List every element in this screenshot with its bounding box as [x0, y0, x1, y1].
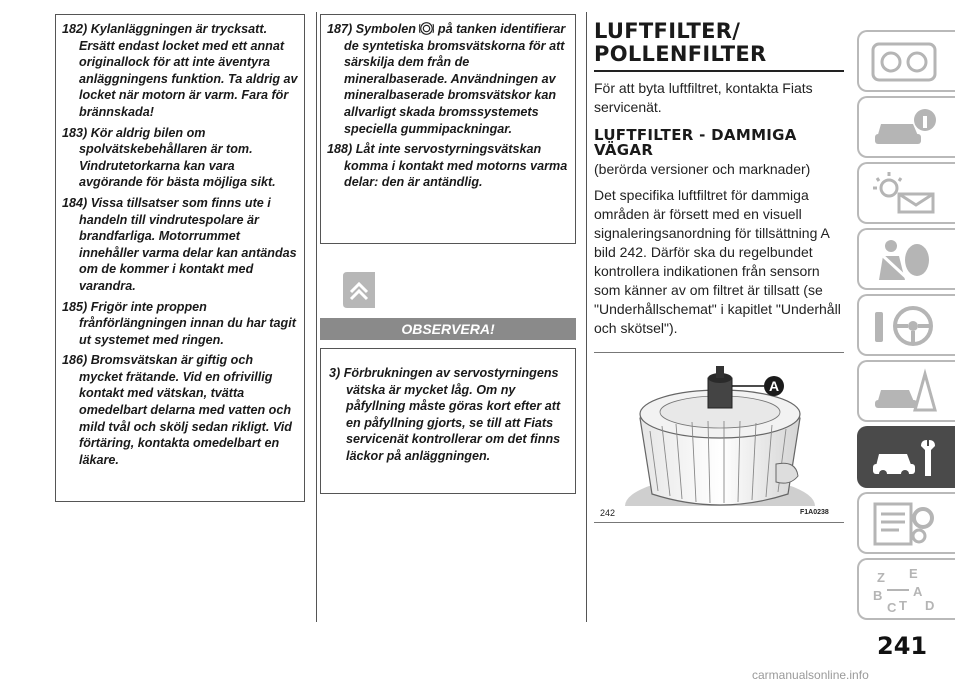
- tab-technical-data[interactable]: [857, 492, 955, 554]
- index-icon: [869, 566, 939, 614]
- index-letter-a: A: [913, 584, 923, 599]
- tab-dashboard[interactable]: [857, 30, 955, 92]
- index-letter-z: Z: [877, 570, 885, 585]
- warning-item-182: 182) Kylanläggningen är trycksatt. Ersätt endast locket med ett annat originallock för att inte äventyra anläggningens funktion. Ta aldrig av locket när motorn är varm. Fara för brännskada!: [62, 22, 298, 119]
- warning-item-184: 184) Vissa tillsatser som finns ute i handeln till vindrutespolare är brandfarliga. Motorrummet innehåller varma delar kan antändas om de kommer i kontakt med varandra.: [62, 195, 297, 293]
- figure-number: 242: [600, 508, 616, 518]
- start-drive-icon: [869, 302, 939, 350]
- figure-rule-bottom: [594, 522, 844, 523]
- section-title: [594, 20, 766, 66]
- observera-box: [320, 348, 576, 494]
- index-letter-b: B: [873, 588, 883, 603]
- column-divider-2: [586, 12, 587, 622]
- observera-heading: OBSERVERA!: [320, 318, 576, 340]
- warning-item-185: 185) Frigör inte proppen frånförlängningen innan du har tagit ut systemet med ringen.: [62, 299, 296, 347]
- car-info-icon: [869, 104, 939, 152]
- tab-car-info[interactable]: [857, 96, 955, 158]
- brake-fluid-symbol-icon: [419, 22, 434, 35]
- tab-start-drive[interactable]: [857, 294, 955, 356]
- version-note: (berörda versioner och marknader): [594, 161, 811, 177]
- page-number: 241: [877, 632, 928, 660]
- warning-item-188: 188) Låt inte servostyrningsvätskan komma i kontakt med motorns varma delar: den är antändlig.: [327, 142, 568, 190]
- title-underline: [594, 70, 844, 72]
- index-letter-e: E: [909, 566, 918, 581]
- dashboard-icon: [869, 38, 939, 86]
- index-letter-t: T: [899, 598, 907, 613]
- tab-maintenance[interactable]: [857, 426, 955, 488]
- subsection-title: [594, 128, 797, 158]
- body-paragraph: Det specifika luftfiltret för dammiga områden är försett med en visuell signaleringsanordning för tillsättning A bild 242. Därför ska du regelbundet kontrollera indikationen från sensorn som känner av om filtret är tillsatt (se "Underhållschemat" i kapitlet "Underhåll och skötsel").: [594, 187, 841, 336]
- figure-code: F1A0238: [800, 509, 829, 516]
- warning-box-left: [55, 14, 305, 502]
- index-letter-c: C: [887, 600, 897, 614]
- tab-index[interactable]: [857, 558, 955, 620]
- tab-safety[interactable]: [857, 228, 955, 290]
- warning-item-187: [327, 21, 569, 137]
- tab-warning-lights[interactable]: [857, 162, 955, 224]
- intro-paragraph: För att byta luftfiltret, kontakta Fiats servicenät.: [594, 80, 813, 115]
- warning-box-middle: [320, 14, 576, 244]
- tech-data-icon: [869, 500, 939, 548]
- warning-item-186: 186) Bromsvätskan är giftig och mycket frätande. Vid en ofrivillig kontakt med vätskan, tvätta omedelbart delarna med vatten och mild tvål och skölj sedan rikligt. Vid förtäring, kontakta omedelbart en läkare.: [62, 353, 292, 467]
- observera-item-3: 3) Förbrukningen av servostyrningens vätska är mycket låg. Om ny påfyllning måste göras kort efter att en påfyllning gjorts, se till att Fiats servicenät kontrollerar om det finns läckor på anläggningen.: [329, 366, 561, 463]
- subsection-title-line2: VÄGAR: [594, 141, 654, 159]
- emergency-icon: [869, 368, 939, 416]
- section-title-line2: POLLENFILTER: [594, 42, 767, 66]
- air-filter-illustration: [600, 356, 844, 506]
- maintenance-icon: [869, 434, 939, 482]
- subsection-title-line1: LUFTFILTER - DAMMIGA: [594, 126, 797, 144]
- warning-item-187-start: 187) Symbolen: [327, 22, 416, 36]
- warning-item-187-end: på tanken identifierar de syntetiska bromsvätskorna för att särskilja dem från de mineralbaserade. Användningen av mineralbaserade bromsvätskor kan allvarligt skada bromssystemets speciella gummipackningar.: [344, 22, 566, 136]
- watermark-link[interactable]: carmanualsonline.info: [752, 668, 869, 682]
- warning-item-183: 183) Kör aldrig bilen om spolvätskebehållaren är tom. Vindrutetorkarna kan vara avgörande för bästa möjliga sikt.: [62, 125, 276, 190]
- index-letter-d: D: [925, 598, 935, 613]
- section-title-line1: LUFTFILTER/: [594, 19, 741, 43]
- column-divider-1: [316, 12, 317, 622]
- observera-hand-icon: [337, 268, 381, 312]
- tab-emergency[interactable]: [857, 360, 955, 422]
- airbag-safety-icon: [869, 236, 939, 284]
- figure-rule-top: [594, 352, 844, 353]
- figure-callout-a: A: [768, 378, 780, 394]
- warning-lights-icon: [869, 170, 939, 218]
